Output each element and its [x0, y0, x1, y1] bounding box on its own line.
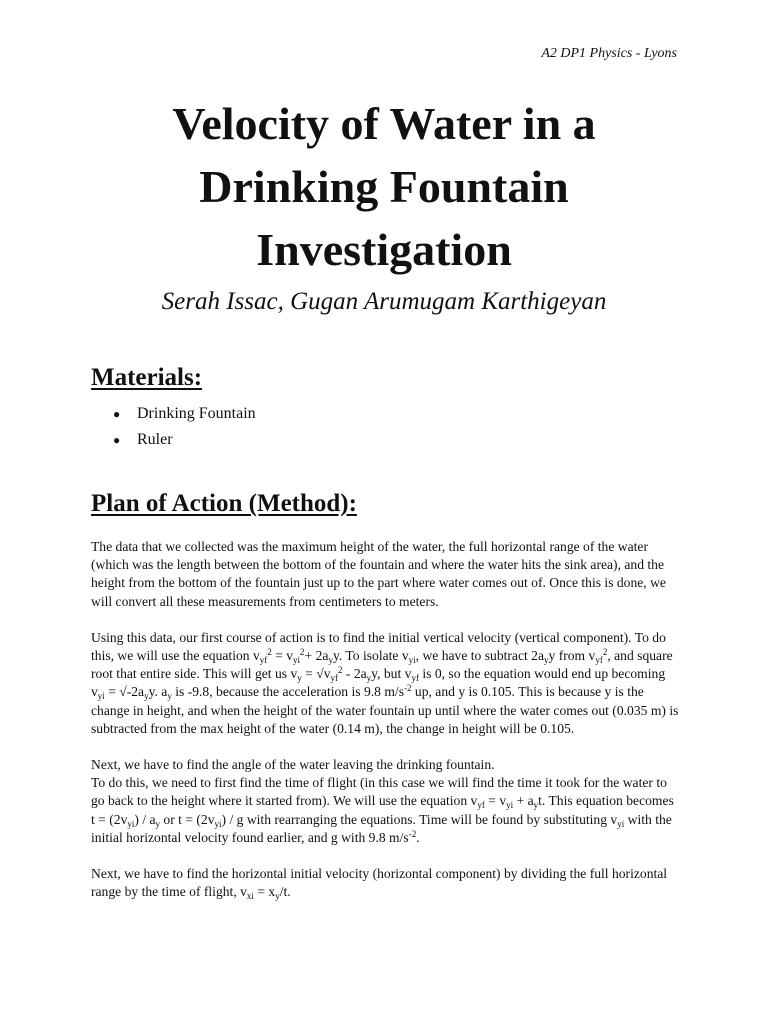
title-line: Velocity of Water in a — [172, 98, 596, 149]
paragraph-vertical-velocity: Using this data, our first course of action is to find the initial vertical velocity (vertical component). To do this, we will use the equation $v_{yf}^2 = v_{yi}^2+ 2a_yy$. To isolate $v_{yi}$, we have to subtract $2a_yy$ from $v_{yf}^2$, and square root that entire side. This will get us $v_y = √v_{yf}^2 - 2a_yy$, but $v_{yf}$ is 0, so the equation would end up becoming $v_{yi} = √-2a_yy$. $a_y$ is -9.8, because the acceleration is 9.8 $m/s^{-2}$ up, and y is 0.105. This is because y is the change in height, and when the height of the water fountain up until where the water comes out (0.035 m) is subtracted from the max height of the water (0.14 m), the change in height will be 0.105. — [91, 629, 679, 736]
materials-heading: Materials: — [91, 364, 203, 391]
plan-heading: Plan of Action (Method): — [91, 490, 357, 517]
title-line: Investigation — [256, 224, 512, 275]
list-item: ● Ruler — [91, 427, 256, 453]
title-line: Drinking Fountain — [199, 161, 569, 212]
materials-list — [91, 401, 256, 453]
running-header: A2 DP1 Physics - Lyons — [541, 46, 677, 61]
paragraph-data-collected: The data that we collected was the maximum height of the water, the full horizontal range of the water (which was the length between the bottom of the fountain and where the water hits the sink area), and the height from the bottom of the fountain just up to the part where water comes out of. Once this is done, we will convert all these measurements from centimeters to meters. — [91, 539, 666, 609]
method-body — [91, 538, 679, 919]
list-item: ● Drinking Fountain — [91, 401, 256, 427]
document-title — [0, 92, 768, 281]
authors: Serah Issac, Gugan Arumugam Karthigeyan — [161, 288, 607, 315]
paragraph-angle: Next, we have to find the angle of the water leaving the drinking fountain. To do this, we need to first find the time of flight (in this case we will find the time it took for the water to go back to the height where it started from). We will use the equation $v_{yf} = v_{yi} + a_yt$. This equation becomes $t = (2v_{yi}) / a_y$ or $t = (2v_{yi}) / g$ with rearranging the equations. Time will be found by substituting $v_{yi}$ with the initial horizontal velocity found earlier, and g with 9.8 $m/s^{-2}$. — [91, 757, 674, 845]
paragraph-horizontal-velocity: Next, we have to find the horizontal initial velocity (horizontal component) by dividing the full horizontal range by the time of flight, $v_{xi} = x_y/t$. — [91, 866, 668, 902]
